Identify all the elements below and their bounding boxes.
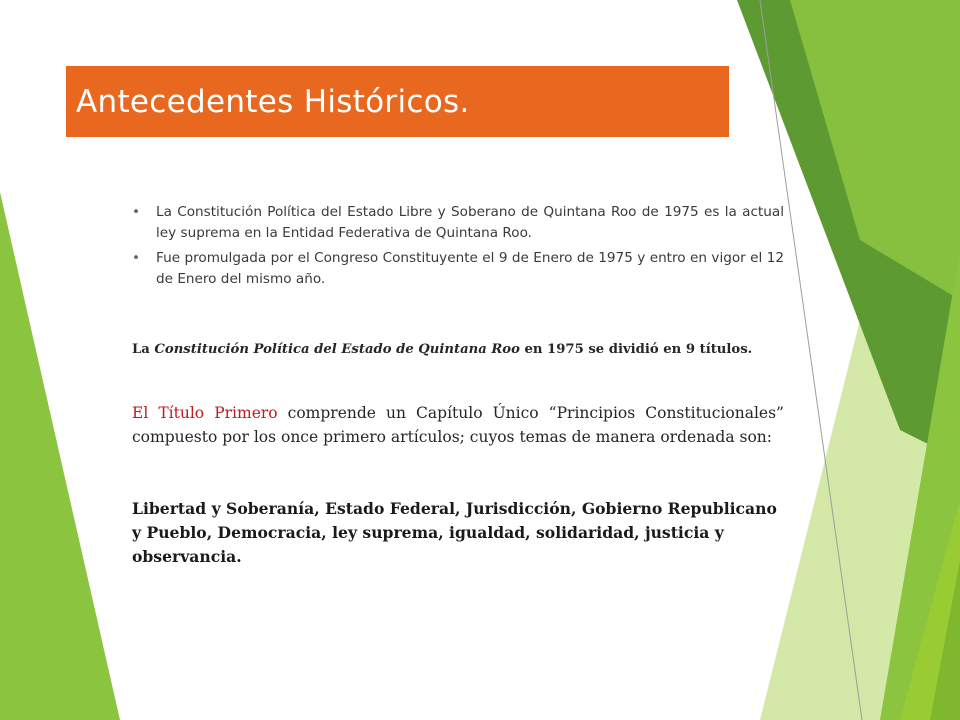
bullet-dot-icon: • — [132, 204, 141, 220]
bullet-list — [132, 202, 784, 294]
title-one-paragraph — [132, 402, 784, 449]
intro-tail: en 1975 se dividió en 9 títulos. — [519, 342, 753, 357]
bullet-item — [132, 248, 784, 290]
intro-emphasis: Constitución Política del Estado de Quintana Roo — [154, 342, 520, 357]
highlighted-title: El Título Primero — [132, 404, 278, 422]
slide-title: Antecedentes Históricos. — [76, 83, 470, 120]
topics-summary: Libertad y Soberanía, Estado Federal, Jurisdicción, Gobierno Republicano y Pueblo, Democracia, ley suprema, igualdad, solidaridad, justicia y observancia. — [132, 499, 777, 566]
intro-paragraph — [132, 339, 772, 360]
left-green-triangle — [0, 192, 120, 720]
bullet-text: Fue promulgada por el Congreso Constituyente el 9 de Enero de 1975 y entro en vigor el 12 de Enero del mismo año. — [156, 250, 784, 287]
paragraph-rest: comprende un Capítulo Único “Principios Constitucionales” compuesto por los once primero artículos; cuyos temas de manera ordenada son: — [132, 404, 784, 446]
title-bar — [66, 66, 729, 137]
bullet-text: La Constitución Política del Estado Libre y Soberano de Quintana Roo de 1975 es la actual ley suprema en la Entidad Federativa de Quintana Roo. — [156, 204, 784, 241]
intro-lead: La — [132, 342, 155, 357]
bullet-dot-icon: • — [132, 250, 141, 266]
bullet-item — [132, 202, 784, 244]
